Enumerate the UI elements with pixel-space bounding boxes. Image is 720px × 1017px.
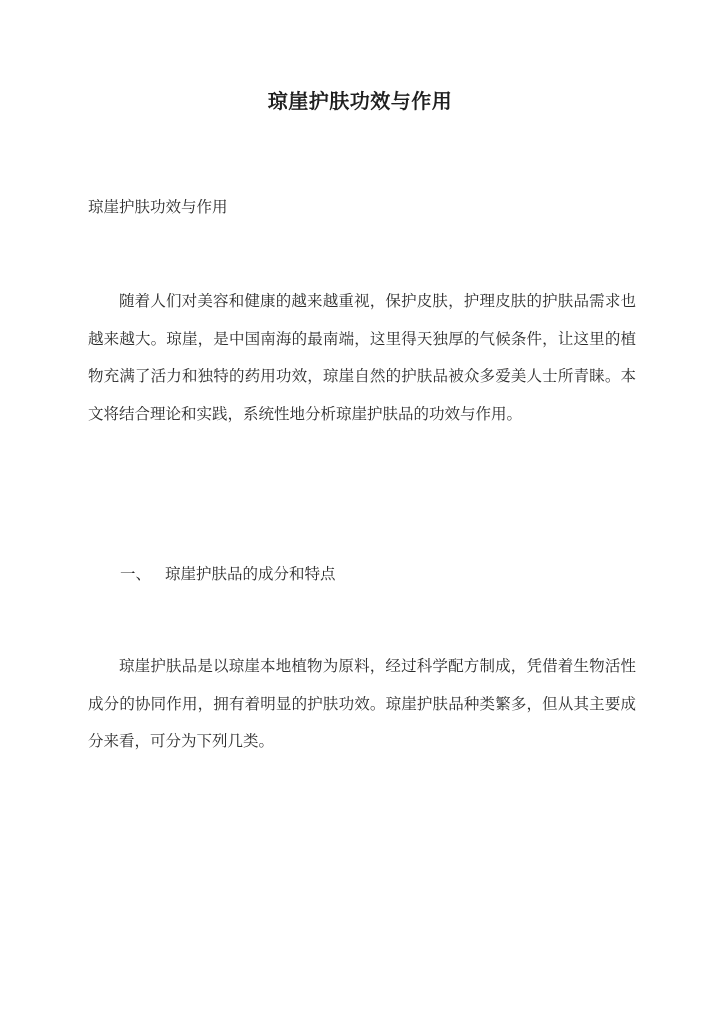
section-1-paragraph: 琼崖护肤品是以琼崖本地植物为原料，经过科学配方制成，凭借着生物活性成分的协同作用，拥有着明显的护肤功效。琼崖护肤品种类繁多，但从其主要成分来看，可分为下列几类。 [88,657,636,750]
section-1-number: 一、 [120,565,152,583]
document-subtitle: 琼崖护肤功效与作用 [88,198,228,216]
intro-paragraph: 随着人们对美容和健康的越来越重视，保护皮肤，护理皮肤的护肤品需求也越来越大。琼崖，是中国南海的最南端，这里得天独厚的气候条件，让这里的植物充满了活力和独特的药用功效，琼崖自然的护肤品被众多爱美人士所青睐。本文将结合理论和实践，系统性地分析琼崖护肤品的功效与作用。 [88,292,636,423]
section-1-heading-text: 琼崖护肤品的成分和特点 [165,565,336,583]
document-title: 琼崖护肤功效与作用 [267,89,453,113]
section-1-heading [88,561,636,587]
